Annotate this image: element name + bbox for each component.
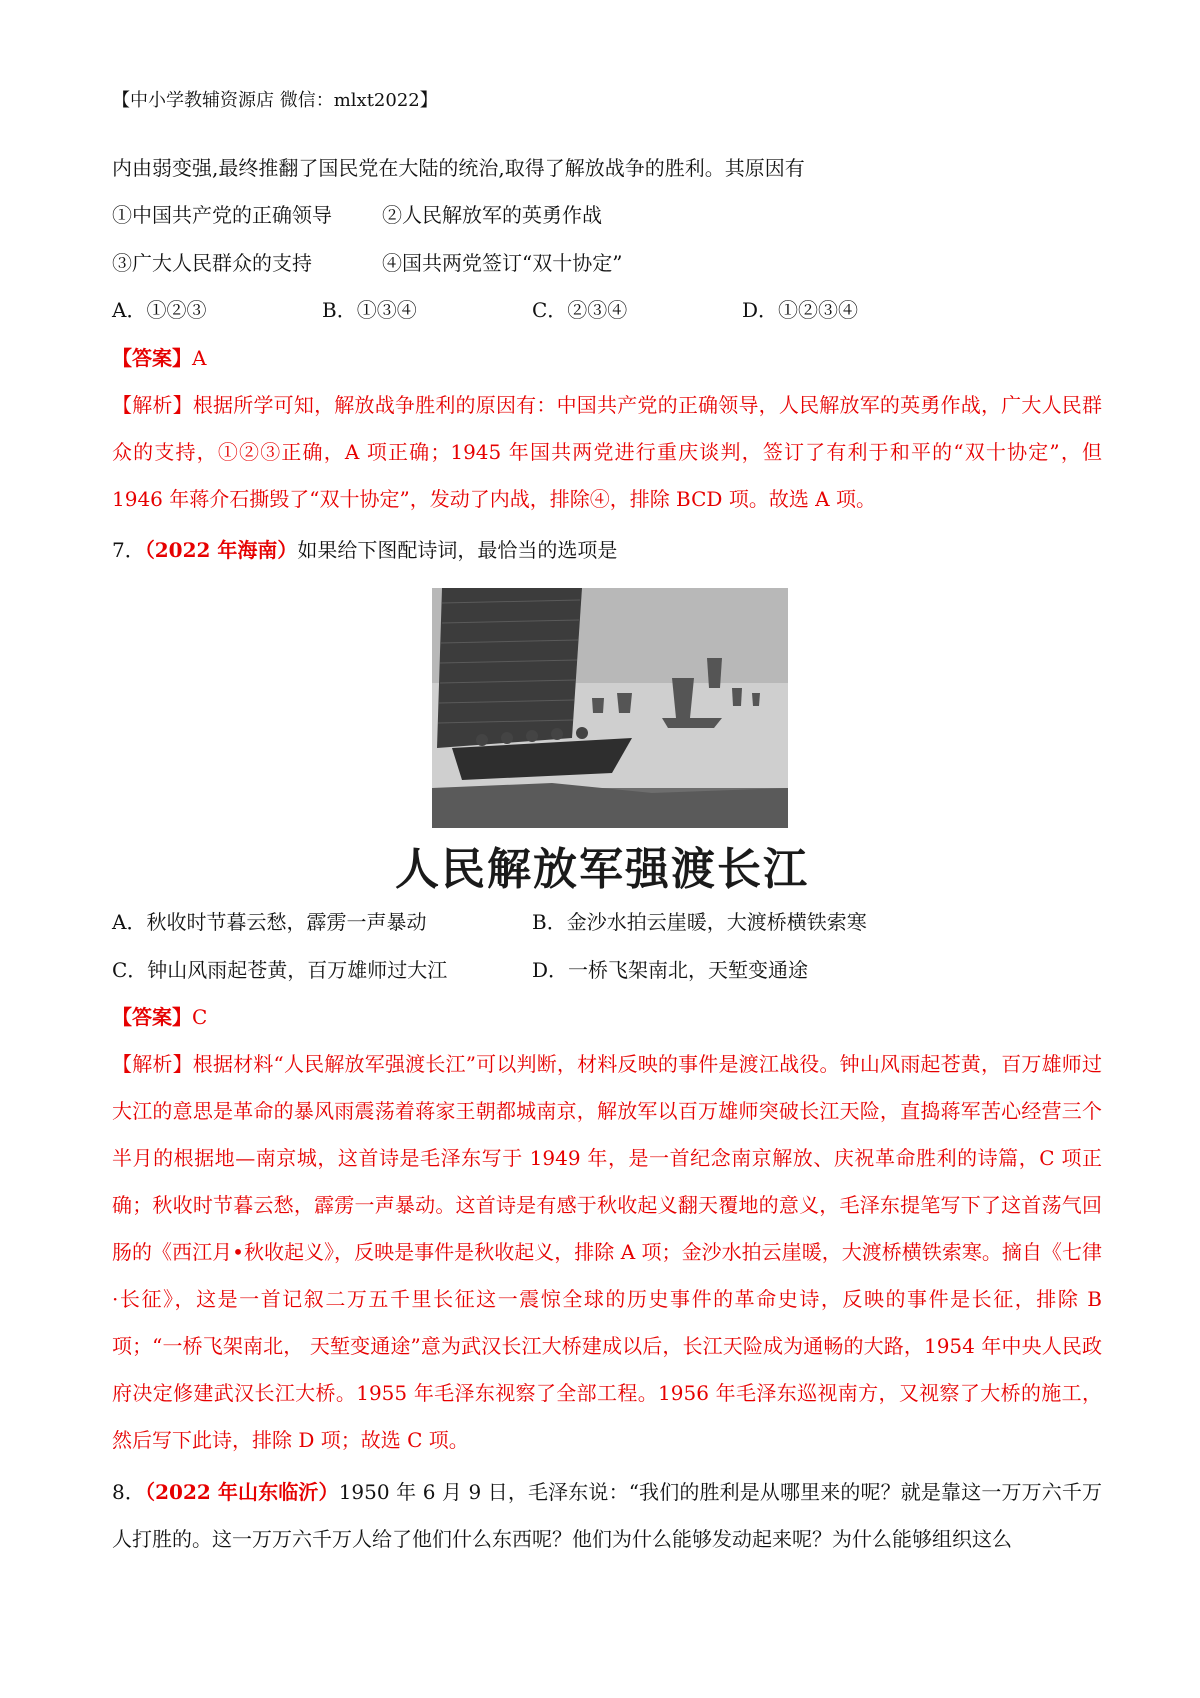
q7-analysis: 【解析】根据材料“人民解放军强渡长江”可以判断，材料反映的事件是渡江战役。钟山风雨起苍黄，百万雄师过大江的意思是革命的暴风雨震荡着蒋家王朝都城南京，解放军以百万雄师突破长江天险，直捣蒋军苦心经营三个半月的根据地—南京城，这首诗是毛泽东写于 1949 年，是一首纪念南京解放、庆祝革命胜利的诗篇，C 项正确；秋收时节暮云愁，霹雳一声暴动。这首诗是有感于秋收起义翻天覆地的意义，毛泽东提笔写下了这首荡气回肠的《西江月•秋收起义》，反映是事件是秋收起义，排除 A 项；金沙水拍云崖暖，大渡桥横铁索寒。摘自《七律·长征》，这是一首记叙二万五千里长征这一震惊全球的历史事件的革命史诗，反映的事件是长征，排除 B 项；“一桥飞架南北， 天堑变通途”意为武汉长江大桥建成以后，长江天险成为通畅的大路，1954 年中央人民政府决定修建武汉长江大桥。1955 年毛泽东视察了全部工程。1956 年毛泽东巡视南方，又视察了大桥的施工，然后写下此诗，排除 D 项；故选 C 项。 xyxy=(112,1052,1102,1452)
q6-item-4: ④国共两党签订“双十协定” xyxy=(382,251,623,275)
q6-item-1: ①中国共产党的正确领导 xyxy=(112,203,332,227)
q6-analysis: 【解析】根据所学可知，解放战争胜利的原因有：中国共产党的正确领导，人民解放军的英勇作战，广大人民群众的支持，①②③正确，A 项正确；1945 年国共两党进行重庆谈判，签订了有利于和平的“双十协定”，但 1946 年蒋介石撕毁了“双十协定”，发动了内战，排除④，排除 BCD 项。故选 A 项。 xyxy=(112,393,1102,511)
q6-item-3: ③广大人民群众的支持 xyxy=(112,251,312,275)
q6-answer-value: A xyxy=(192,346,207,370)
q7-answer xyxy=(112,1007,207,1027)
q7-answer-value: C xyxy=(192,1005,208,1029)
q7-option-a: A．秋收时节暮云愁，霹雳一声暴动 xyxy=(112,910,427,934)
q7-option-b: B．金沙水拍云崖暖，大渡桥横铁索寒 xyxy=(532,910,867,934)
q6-answer-label: 【答案】 xyxy=(112,346,192,370)
q7-stem xyxy=(112,540,617,560)
q7-option-d: D．一桥飞架南北，天堑变通途 xyxy=(532,958,809,982)
river-crossing-photo xyxy=(432,588,788,828)
q8-source: （2022 年山东临沂） xyxy=(145,1480,339,1504)
q6-option-d: D．①②③④ xyxy=(742,298,859,322)
q7-option-c: C．钟山风雨起苍黄，百万雄师过大江 xyxy=(112,958,448,982)
river-crossing-illustration xyxy=(432,588,788,828)
q6-stem-tail: 内由弱变强,最终推翻了国民党在大陆的统治,取得了解放战争的胜利。其原因有 xyxy=(112,156,805,180)
q8-stem-text: 1950 年 6 月 9 日，毛泽东说：“我们的胜利是从哪里来的呢？就是靠这一万万六千万人打胜的。这一万万六千万人给了他们什么东西呢？他们为什么能够发动起来呢？为什么能够组织这么 xyxy=(112,1480,1102,1551)
q8-number: 8． xyxy=(112,1480,145,1504)
q7-stem-text: 如果给下图配诗词，最恰当的选项是 xyxy=(297,538,618,562)
q6-item-2: ②人民解放军的英勇作战 xyxy=(382,203,602,227)
q8-stem xyxy=(112,1469,1102,1563)
q7-source: （2022 年海南） xyxy=(144,538,298,562)
q6-option-c: C．②③④ xyxy=(532,298,628,322)
page-header: 【中小学教辅资源店 微信：mlxt2022】 xyxy=(112,90,438,111)
q7-number: 7． xyxy=(112,538,145,562)
q6-option-a: A．①②③ xyxy=(112,298,207,322)
q7-answer-label: 【答案】 xyxy=(112,1005,192,1029)
photo-caption: 人民解放军强渡长江 xyxy=(395,844,809,895)
q6-answer xyxy=(112,348,206,368)
q6-option-b: B．①③④ xyxy=(322,298,417,322)
